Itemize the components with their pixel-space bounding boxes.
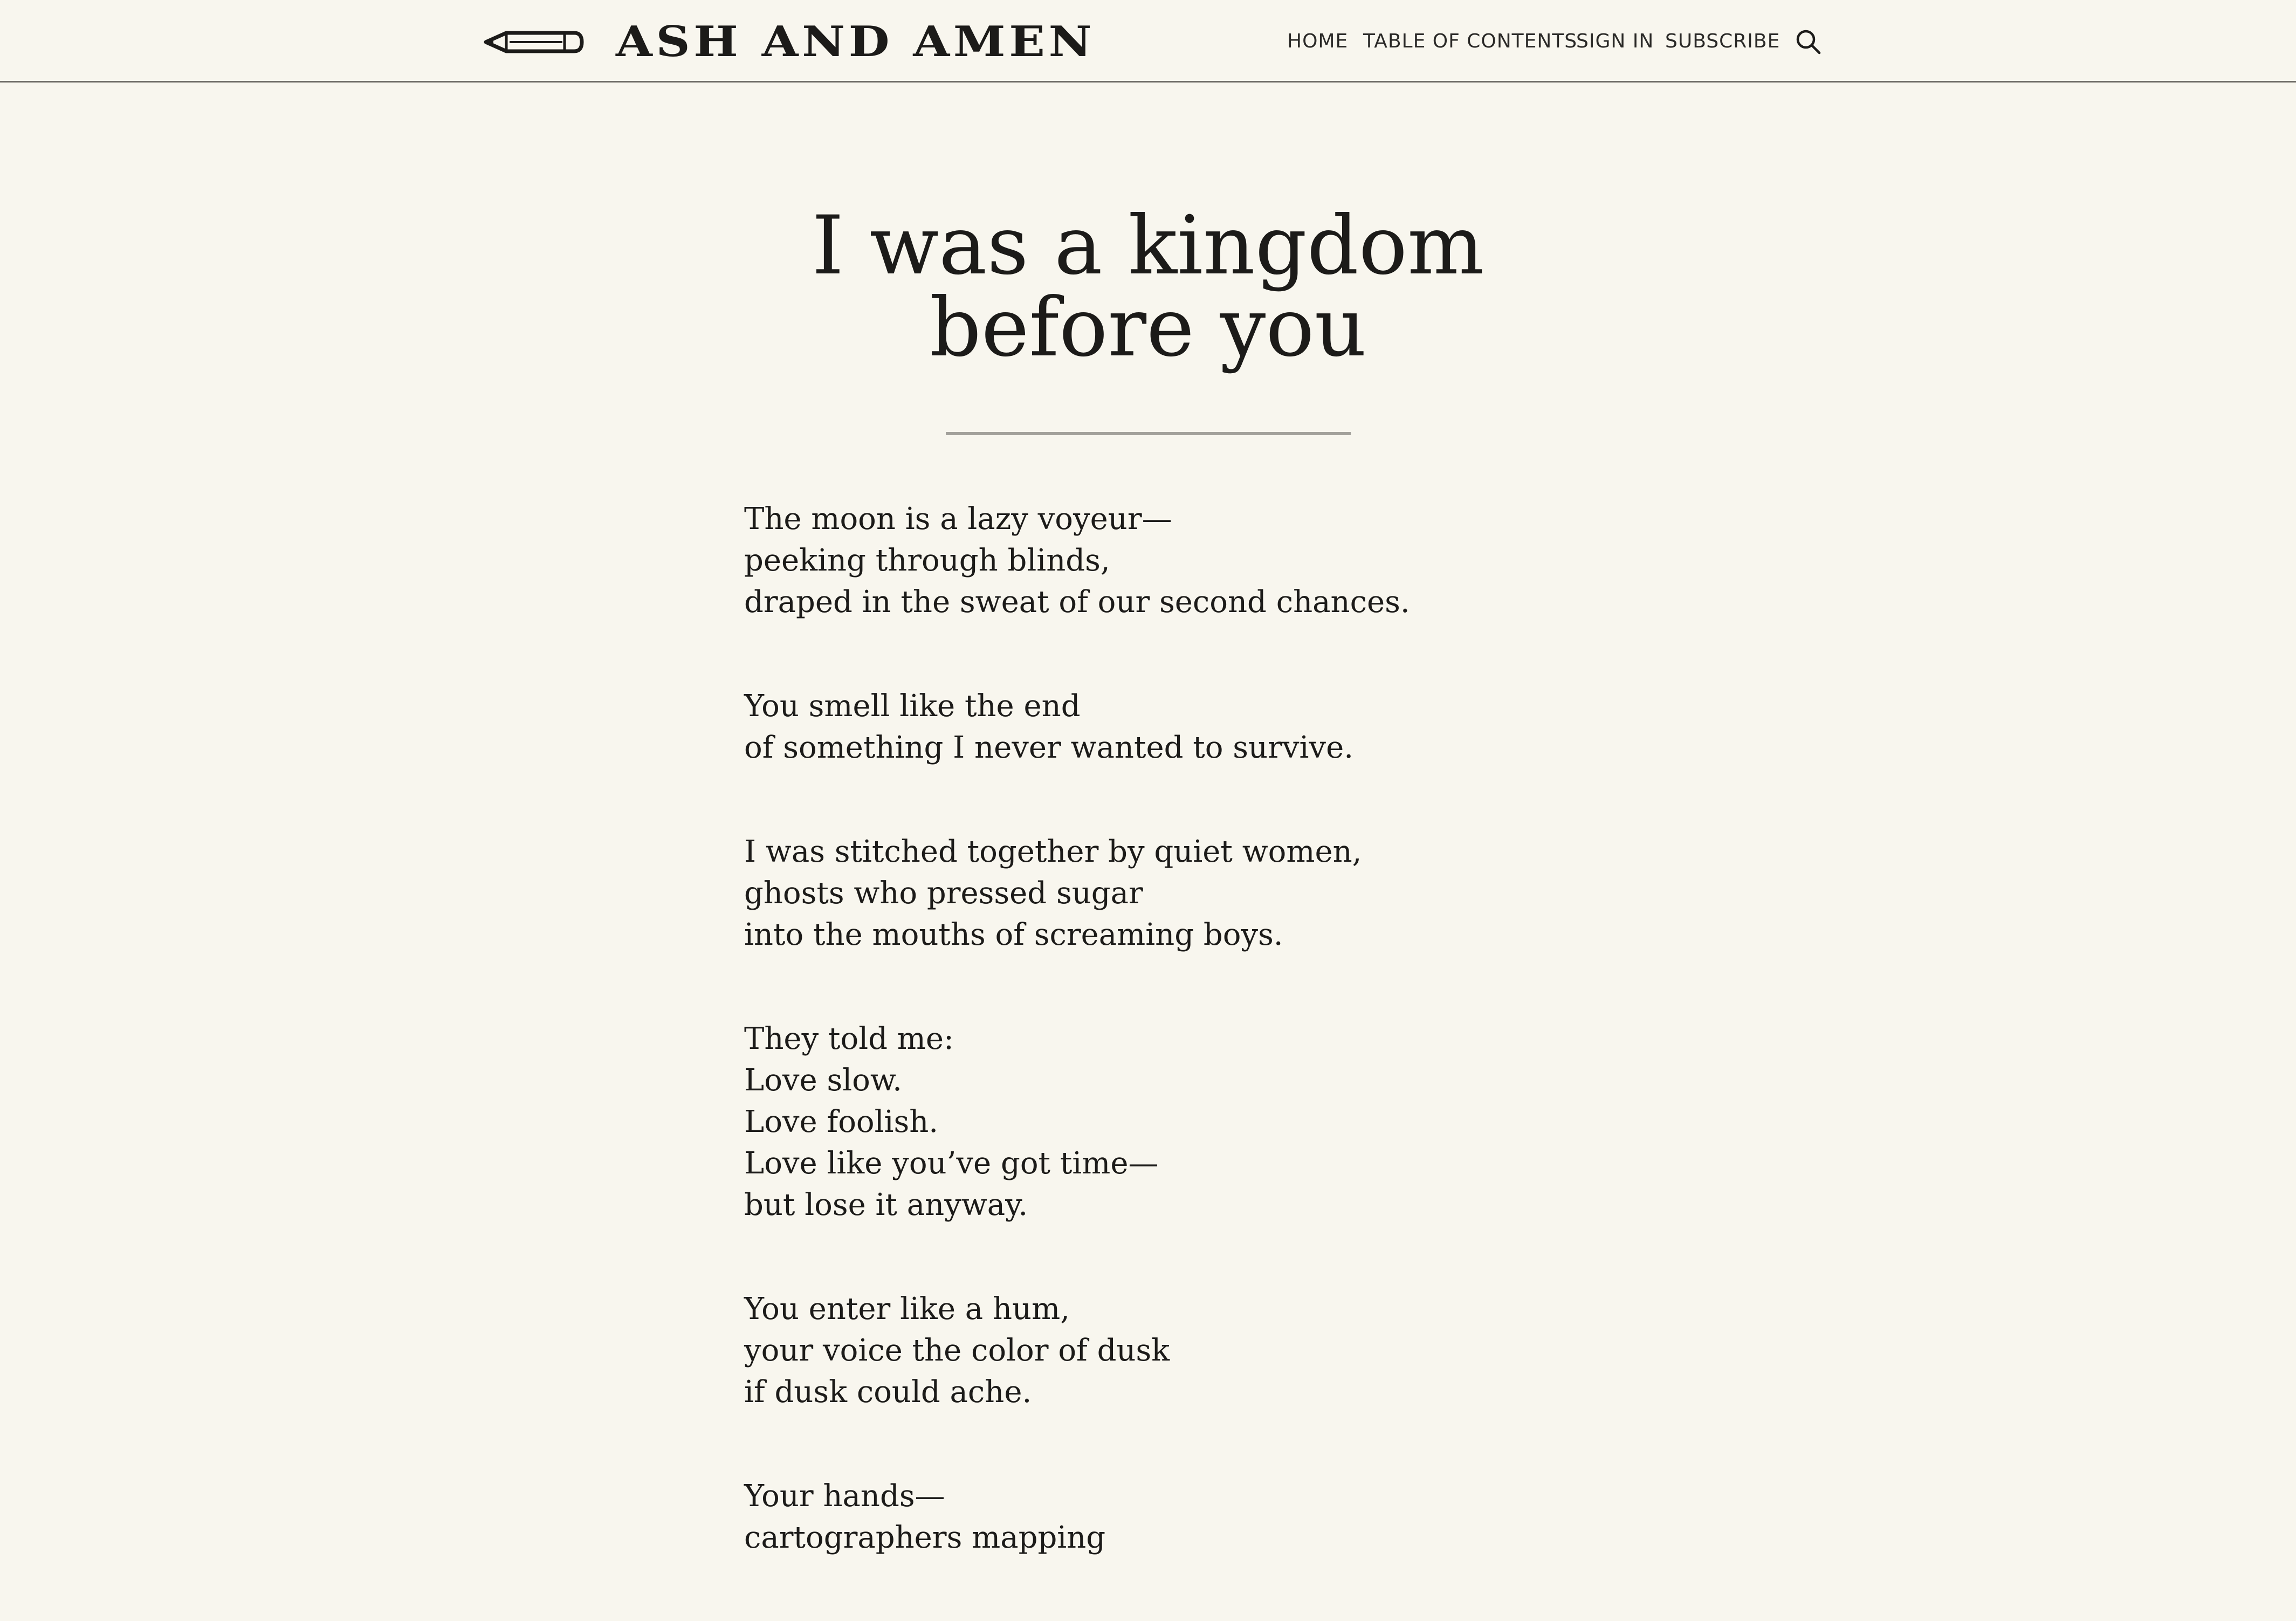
nav-subscribe[interactable]: SUBSCRIBE [1665, 30, 1781, 52]
stanza [744, 831, 1607, 956]
stanza [744, 1288, 1607, 1413]
poem-line: cartographers mapping [744, 1520, 1106, 1555]
poem-line: draped in the sweat of our second chances. [744, 585, 1410, 620]
poem-line: if dusk could ache. [744, 1375, 1032, 1410]
poem-line: of something I never wanted to survive. [744, 730, 1354, 765]
nav-home[interactable]: HOME [1287, 30, 1349, 52]
poem-body [744, 498, 1607, 1621]
post-title [663, 199, 1633, 375]
site-title[interactable]: ASH AND AMEN [616, 17, 1096, 66]
post-title-line: before you [929, 281, 1367, 375]
stanza [744, 498, 1607, 623]
poem-line: your voice the color of dusk [744, 1333, 1170, 1368]
poem-line: ghosts who pressed sugar [744, 876, 1143, 911]
poem-line: peeking through blinds, [744, 543, 1110, 578]
stanza [744, 1475, 1607, 1558]
poem-line: Love foolish. [744, 1104, 939, 1139]
site-header [0, 0, 2296, 83]
poem-line: Love slow. [744, 1063, 902, 1098]
stanza [744, 685, 1607, 768]
poem-line: Love like you’ve got time— [744, 1146, 1159, 1181]
nav-table-of-contents[interactable]: TABLE OF CONTENTS [1363, 30, 1578, 52]
poem-line: They told me: [744, 1021, 954, 1056]
search-icon[interactable] [1795, 28, 1821, 55]
poem-line: You enter like a hum, [744, 1292, 1070, 1327]
poem-line: The moon is a lazy voyeur— [744, 502, 1172, 537]
title-divider [946, 432, 1351, 435]
stanza [744, 1018, 1607, 1226]
post-title-line: I was a kingdom [812, 199, 1484, 293]
poem-line: You smell like the end [744, 689, 1081, 724]
poem-line: Your hands— [744, 1479, 945, 1514]
poem-line: into the mouths of screaming boys. [744, 917, 1283, 952]
poem-line: I was stitched together by quiet women, [744, 834, 1362, 869]
pencil-icon[interactable] [483, 29, 585, 56]
nav-sign-in[interactable]: SIGN IN [1576, 30, 1654, 52]
poem-line: but lose it anyway. [744, 1187, 1028, 1222]
